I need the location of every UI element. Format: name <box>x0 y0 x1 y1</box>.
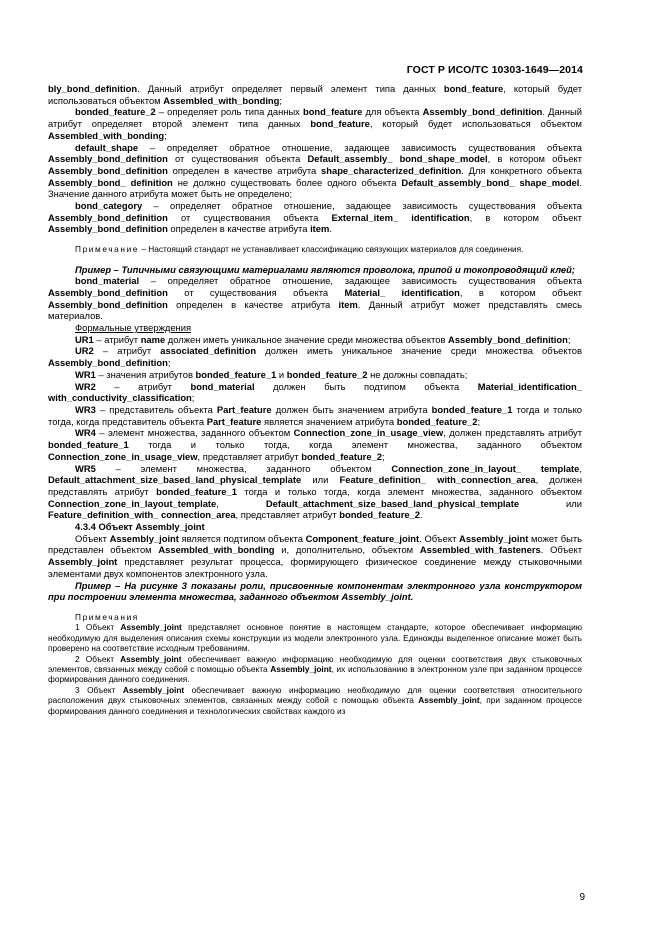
paragraph-bonded-feature-2: bonded_feature_2 – определяет роль типа данных bond_feature для объекта Assembly_bond_definition. Данный атрибут определяет второй элемент типа данных bond_feature, который будет использоваться объектом Assembled_with_bonding; <box>48 106 583 141</box>
paragraph-bond-material: bond_material – определяет обратное отношение, задающее зависимость существования объекта Assembly_bond_definition от существования объекта Material_ identification, в котором объект Assembly_bond_definition определен в качестве атрибута item. Данный атрибут может представлять смесь материалов. <box>48 275 582 322</box>
example-figure-3: Пример – На рисунке 3 показаны роли, присвоенные компонентам электронного узла конструктором при построении элемента множества, заданного объектом Assembly_joint. <box>48 579 582 603</box>
rule-wr5: WR5 – элемент множества, заданного объектом Connection_zone_in_layout_ template, Default_attachment_size_based_land_physical_template или Feature_definition_ with_connection_area, должен представлять атрибут bonded_feature_1 тогда и только тогда, когда элемент множества, заданного объектом Connection_zone_in_layout_template, Default_attachment_size_based_land_physical_template или Feature_definition_with_ connection_area, представляет атрибут bonded_feature_2. <box>48 462 583 521</box>
note-item-3: 3 Объект Assembly_joint обеспечивает важную информацию необходимую для оценки соответствия относительного расположения двух стыковочных элементов, связанных между собой с помощью объекта Assembly_joint, при заданном процессе формирования данного соединения и технологических свойствах каждого из <box>48 684 582 716</box>
note-item-1: 1 Объект Assembly_joint представляет основное понятие в настоящем стандарте, которое обеспечивает информацию необходимую для выделения описания схемы конструкции из модели электронного узла. Единожды выделенное описание может быть проверено на соответствие исходным требованиям. <box>48 622 582 654</box>
paragraph-assembly-joint: Объект Assembly_joint является подтипом объекта Component_feature_joint. Объект Assembly_joint может быть представлен объектом Assembled_with_bonding и, дополнительно, объектом Assembled_with_fasteners. Объект Assembly_joint представляет результат процесса, формирующего физическое соединение между стыковочными элементами двух компонентов электронного узла. <box>48 532 583 579</box>
paragraph-default-shape: default_shape – определяет обратное отношение, задающее зависимость существования объекта Assembly_bond_definition от существования объекта Default_assembly_ bond_shape_model, в котором объект Assembly_bond_definition определен в качестве атрибута shape_characterized_definition. Для конкретного объекта Assembly_bond_ definition не должно существовать более одного объекта Default_assembly_bond_ shape_model. Значение данного атрибута может быть не определено; <box>48 141 582 200</box>
rule-ur2: UR2 – атрибут associated_definition должен иметь уникальное значение среди множества объектов Assembly_bond_definition; <box>48 345 582 369</box>
rule-wr2: WR2 – атрибут bond_material должен быть подтипом объекта Material_identification_ with_conductivity_classification; <box>48 380 582 404</box>
document-header: ГОСТ Р ИСО/ТС 10303-1649—2014 <box>406 64 583 76</box>
example-bond-materials: Пример – Типичными связующими материалами являются проволока, припой и токопроводящий клей; <box>75 263 575 275</box>
notes-heading: Примечания <box>75 611 139 622</box>
paragraph-bonded-feature-1-end: bly_bond_definition. Данный атрибут определяет первый элемент типа данных bond_feature, который будет использоваться объектом Assembled_with_bonding; <box>48 83 583 106</box>
page-number: 9 <box>579 892 585 903</box>
note-classification: Примечание – Настоящий стандарт не устанавливает классификацию связующих материалов для соединения. <box>75 244 524 255</box>
document-body <box>48 83 582 716</box>
formal-rules-heading: Формальные утверждения <box>75 322 192 334</box>
rule-ur1: UR1 – атрибут name должен иметь уникальное значение среди множества объектов Assembly_bond_definition; <box>75 333 571 345</box>
rule-wr1: WR1 – значения атрибутов bonded_feature_1 и bonded_feature_2 не должны совпадать; <box>75 368 468 380</box>
rule-wr4: WR4 – элемент множества, заданного объектом Connection_zone_in_usage_view, должен представлять атрибут bonded_feature_1 тогда и только тогда, когда элемент множества, заданного объектом Connection_zone_in_usage_view, представляет атрибут bonded_feature_2; <box>48 427 583 462</box>
note-item-2: 2 Объект Assembly_joint обеспечивает важную информацию необходимую для оценки соответствия двух стыковочных элементов, связанных между собой с помощью объекта Assembly_joint, их использованию в электронном узле при заданном процессе формирования данного соединения. <box>48 653 583 685</box>
rule-wr3: WR3 – представитель объекта Part_feature должен быть значением атрибута bonded_feature_1 тогда и только тогда, когда представитель объекта Part_feature является значением атрибута bonded_feature_2; <box>48 403 582 427</box>
paragraph-bond-category: bond_category – определяет обратное отношение, задающее зависимость существования объекта Assembly_bond_definition от существования объекта External_item_ identification, в котором объект Assembly_bond_definition определен в качестве атрибута item. <box>48 200 582 235</box>
section-heading-4-3-4: 4.3.4 Объект Assembly_joint <box>75 521 205 533</box>
